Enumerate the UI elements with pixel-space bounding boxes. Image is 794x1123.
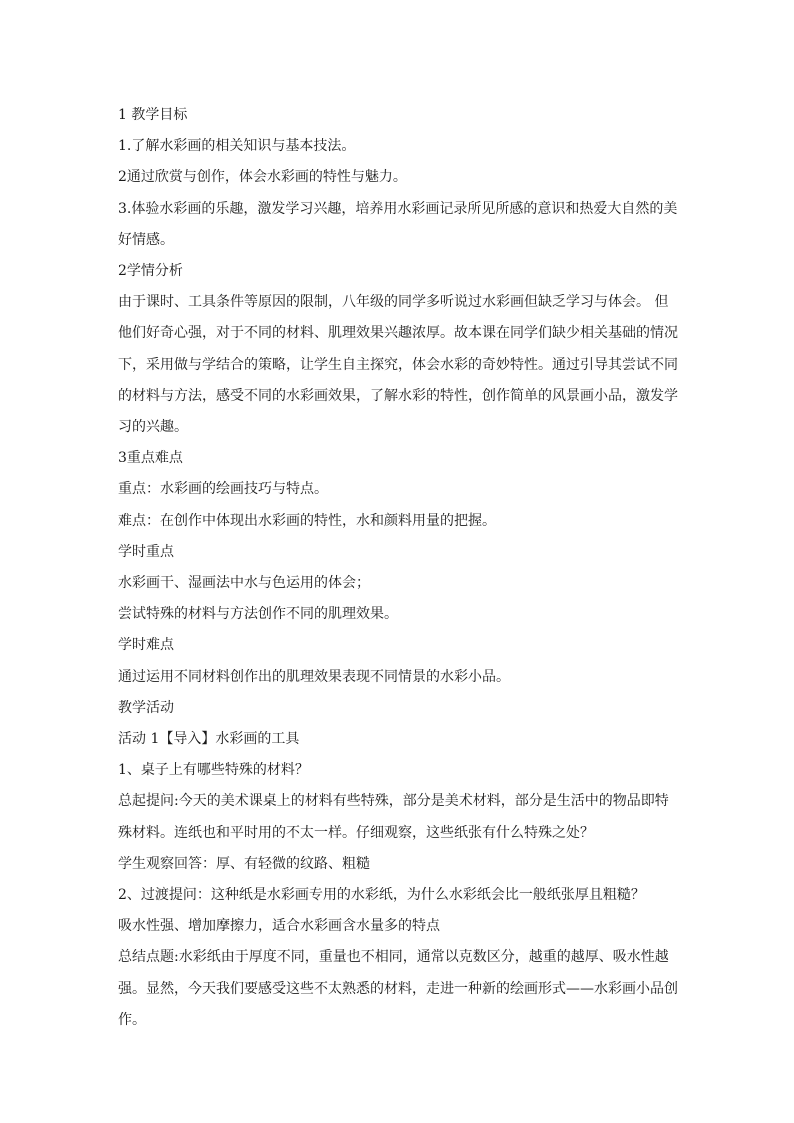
- goal-item-1: 1.了解水彩画的相关知识与基本技法。: [118, 138, 356, 155]
- answer-text-2: 吸水性强、增加摩擦力，适合水彩画含水量多的特点: [118, 918, 440, 935]
- lesson-key-point-1: 水彩画干、湿画法中水与色运用的体会；: [118, 575, 370, 592]
- heading-learner-analysis: 2学情分析: [118, 263, 183, 280]
- activity-question-2: 2、过渡提问：这种纸是水彩画专用的水彩纸，为什么水彩纸会比一般纸张厚且粗糙？: [118, 887, 645, 904]
- opening-question-text: 总起提问:今天的美术课桌上的材料有些特殊，部分是美术材料，部分是生活中的物品即特殊材料。连纸也和平时用的不太一样。仔细观察，这些纸张有什么特殊之处？: [118, 793, 669, 841]
- difficulty-text: 难点：在创作中体现出水彩画的特性，水和颜料用量的把握。: [118, 512, 496, 529]
- activity-question-1: 1、桌子上有哪些特殊的材料？: [118, 762, 309, 779]
- document-page: [118, 100, 680, 1036]
- heading-teaching-goals: 1 教学目标: [118, 107, 188, 123]
- heading-key-points: 3重点难点: [118, 450, 183, 467]
- lesson-key-point-2: 尝试特殊的材料与方法创作不同的肌理效果。: [118, 606, 398, 623]
- summary-text: 总结点题:水彩纸由于厚度不同，重量也不相同，通常以克数区分，越重的越厚、吸水性越强。显然，今天我们要感受这些不太熟悉的材料，走进一种新的绘画形式——水彩画小品创作。: [118, 949, 678, 1028]
- learner-analysis-text: 由于课时、工具条件等原因的限制，八年级的同学多听说过水彩画但缺乏学习与体会。 但他们好奇心强，对于不同的材料、肌理效果兴趣浓厚。故本课在同学们缺少相关基础的情况下，采用做与学结合的策略，让学生自主探究，体会水彩的奇妙特性。通过引导其尝试不同的材料与方法，感受不同的水彩画效果，了解水彩的特性，创作简单的风景画小品，激发学习的兴趣。: [118, 294, 678, 436]
- student-answer-text: 学生观察回答：厚、有轻微的纹路、粗糙: [118, 855, 370, 872]
- key-point-text: 重点：水彩画的绘画技巧与特点。: [118, 481, 328, 498]
- heading-teaching-activities: 教学活动: [118, 699, 174, 716]
- heading-lesson-difficulties: 学时难点: [118, 637, 174, 654]
- goal-item-3: 3.体验水彩画的乐趣，激发学习兴趣，培养用水彩画记录所见所感的意识和热爱大自然的美好情感。: [118, 200, 678, 248]
- goal-item-2: 2通过欣赏与创作，体会水彩画的特性与魅力。: [118, 169, 407, 186]
- activity-1-title: 活动 1【导入】水彩画的工具: [118, 731, 300, 748]
- lesson-difficulty-text: 通过运用不同材料创作出的肌理效果表现不同情景的水彩小品。: [118, 668, 510, 685]
- heading-lesson-key-points: 学时重点: [118, 543, 174, 560]
